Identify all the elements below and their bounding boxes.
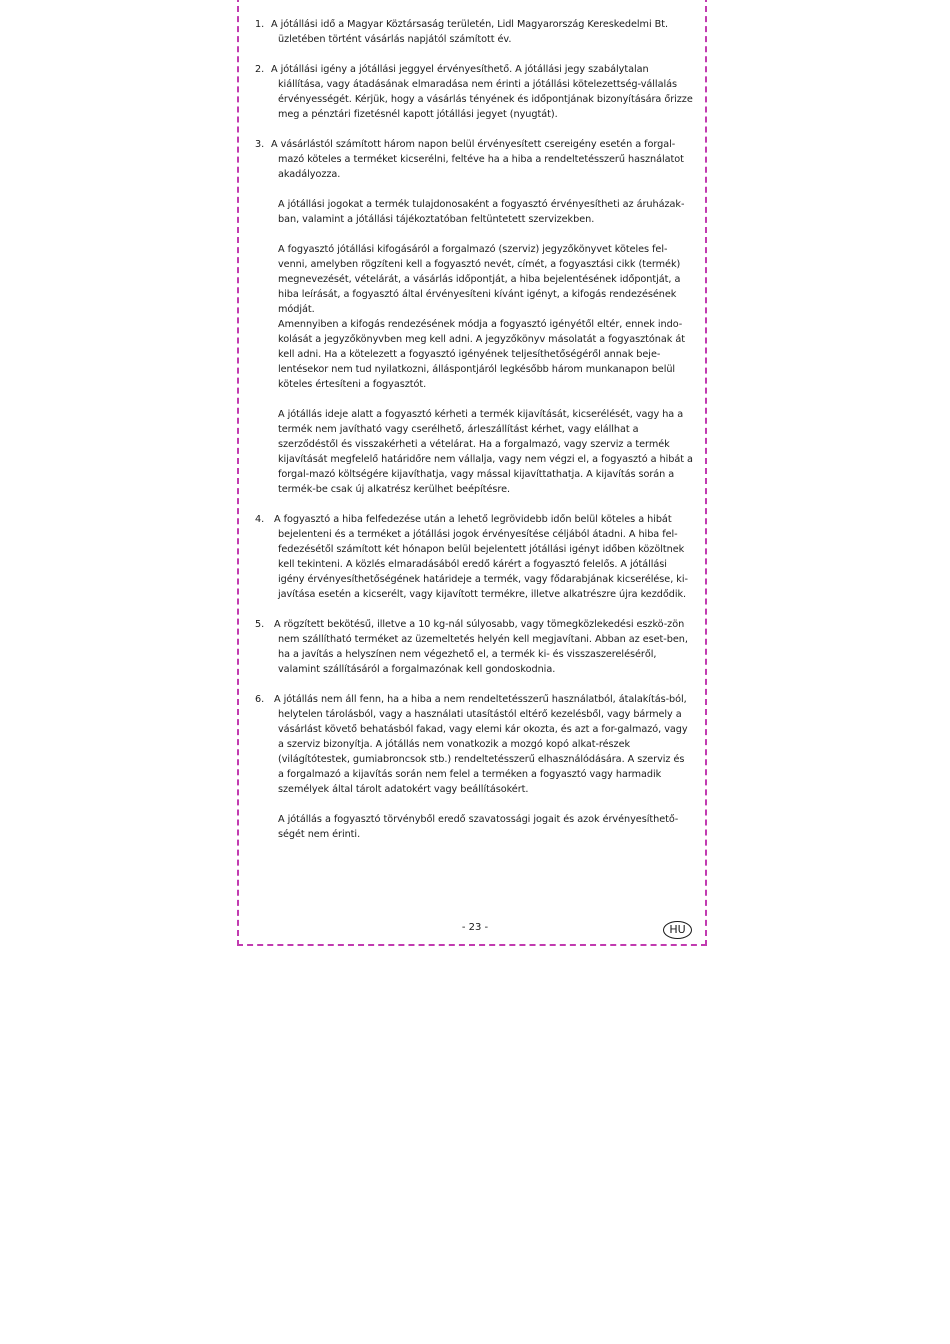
item-paragraph: A fogyasztó a hiba felfedezése után a lehető legrövidebb időn belül köteles a hibát bejelenteni és a terméket a jótállási jogok érvényesítése céljából átadni. A hiba fel-fedezésétől számított két hónapon belül bejelentett jótállási igényt időben közöltnek kell tekinteni. A közlés elmaradásából eredő kárért a fogyasztó felelős. A jótállási igény érvényesíthetőségének határideje a termék, vagy fődarabjának kicserélése, ki-javítása esetén a kicserélt, vagy kijavított termékre, illetve alkatrészre újra kezdődik.	[274, 514, 688, 600]
item-number: 5.	[255, 619, 265, 630]
warranty-item-3	[255, 137, 693, 182]
warranty-item-4	[255, 512, 693, 602]
item-number: 2.	[255, 64, 265, 75]
item-number: 1.	[255, 19, 265, 30]
item-paragraph: A jótállási jogokat a termék tulajdonosaként a fogyasztó érvényesítheti az áruházak-ban, valamint a jótállási tájékoztatóban feltüntetett szervizekben.	[278, 199, 685, 225]
warranty-text-body	[255, 17, 693, 857]
item-number: 4.	[255, 514, 265, 525]
item-paragraph: A rögzített bekötésű, illetve a 10 kg-nál súlyosabb, vagy tömegközlekedési eszkö-zön nem szállítható terméket az üzemeltetés helyén kell megjavítani. Abban az eset-ben, ha a javítás a helyszínen nem végezhető el, a termék ki- és visszaszereléséről, valamint szállításáról a forgalmazónak kell gondoskodnia.	[274, 619, 688, 675]
item-number: 3.	[255, 139, 265, 150]
item-paragraph: A vásárlástól számított három napon belül érvényesített csereigény esetén a forgal-mazó köteles a terméket kicserélni, feltéve ha a hiba a rendeltetésszerű használatot akadályozza.	[271, 139, 684, 180]
item-paragraph: A jótállás nem áll fenn, ha a hiba a nem rendeltetésszerű használatból, átalakítás-ból, helytelen tárolásból, vagy a használati utasítástól eltérő kezelésből, vagy bármely a vásárlást követő behatásból fakad, vagy elemi kár okozta, és azt a for-galmazó, vagy a szerviz bizonyítja. A jótállás nem vonatkozik a mozgó kopó alkat-részek (világítótestek, gumiabroncsok stb.) rendeltetésszerű elhasználódására. A szerviz és a forgalmazó a kijavítás során nem felel a terméken a fogyasztó vagy harmadik személyek által tárolt adatokért vagy beállításokért.	[274, 694, 688, 795]
warranty-item-1	[255, 17, 693, 47]
item-paragraph: A jótállási igény a jótállási jeggyel érvényesíthető. A jótállási jegy szabálytalan kiállítása, vagy átadásának elmaradása nem érinti a jótállási kötelezettség-vállalás érvényességét. Kérjük, hogy a vásárlás tényének és időpontjának bizonyítására őrizze meg a pénztári fizetésnél kapott jótállási jegyet (nyugtát).	[271, 64, 693, 120]
item-paragraph: A fogyasztó jótállási kifogásáról a forgalmazó (szerviz) jegyzőkönyvet köteles fel-venni, amelyben rögzíteni kell a fogyasztó nevét, címét, a fogyasztási cikk (termék) megnevezését, vételárát, a vásárlás időpontját, a hiba bejelentésének időpontját, a hiba leírását, a fogyasztó által érvényesíteni kívánt igényt, a kifogás rendezésének módját.	[278, 244, 681, 315]
page-number: - 23 -	[461, 922, 489, 933]
item-paragraph: A jótállási idő a Magyar Köztársaság területén, Lidl Magyarország Kereskedelmi Bt. üzletében történt vásárlás napjától számított év.	[271, 19, 668, 45]
item-paragraph: Amennyiben a kifogás rendezésének módja a fogyasztó igényétől eltér, ennek indo-kolását a jegyzőkönyvben meg kell adni. A jegyzőkönyv másolatát a fogyasztónak át kell adni. Ha a kötelezett a fogyasztó igényének teljesíthetőségéről annak beje-lentésekor nem tud nyilatkozni, álláspontjáról legkésőbb három munkanapon belül köteles értesíteni a fogyasztót.	[278, 319, 685, 390]
warranty-item-6	[255, 692, 693, 797]
item-number: 6.	[255, 694, 265, 705]
warranty-item-5	[255, 617, 693, 677]
item-paragraph: A jótállás a fogyasztó törvényből eredő szavatossági jogait és azok érvényesíthető-ségét nem érinti.	[278, 814, 679, 840]
item-paragraph: A jótállás ideje alatt a fogyasztó kérheti a termék kijavítását, kicserélését, vagy ha a termék nem javítható vagy cserélhető, árleszállítást kérhet, vagy elállhat a szerződéstől és visszakérheti a vételárat. Ha a forgalmazó, vagy szerviz a termék kijavítását megfelelő határidőre nem vállalja, vagy nem végzi el, a fogyasztó a hibát a forgal-mazó költségére kijavíthatja, vagy mással kijavíttathatja. A kijavítás során a termék-be csak új alkatrész kerülhet beépítésre.	[278, 409, 693, 495]
warranty-item-2	[255, 62, 693, 122]
language-badge: HU	[663, 921, 692, 939]
